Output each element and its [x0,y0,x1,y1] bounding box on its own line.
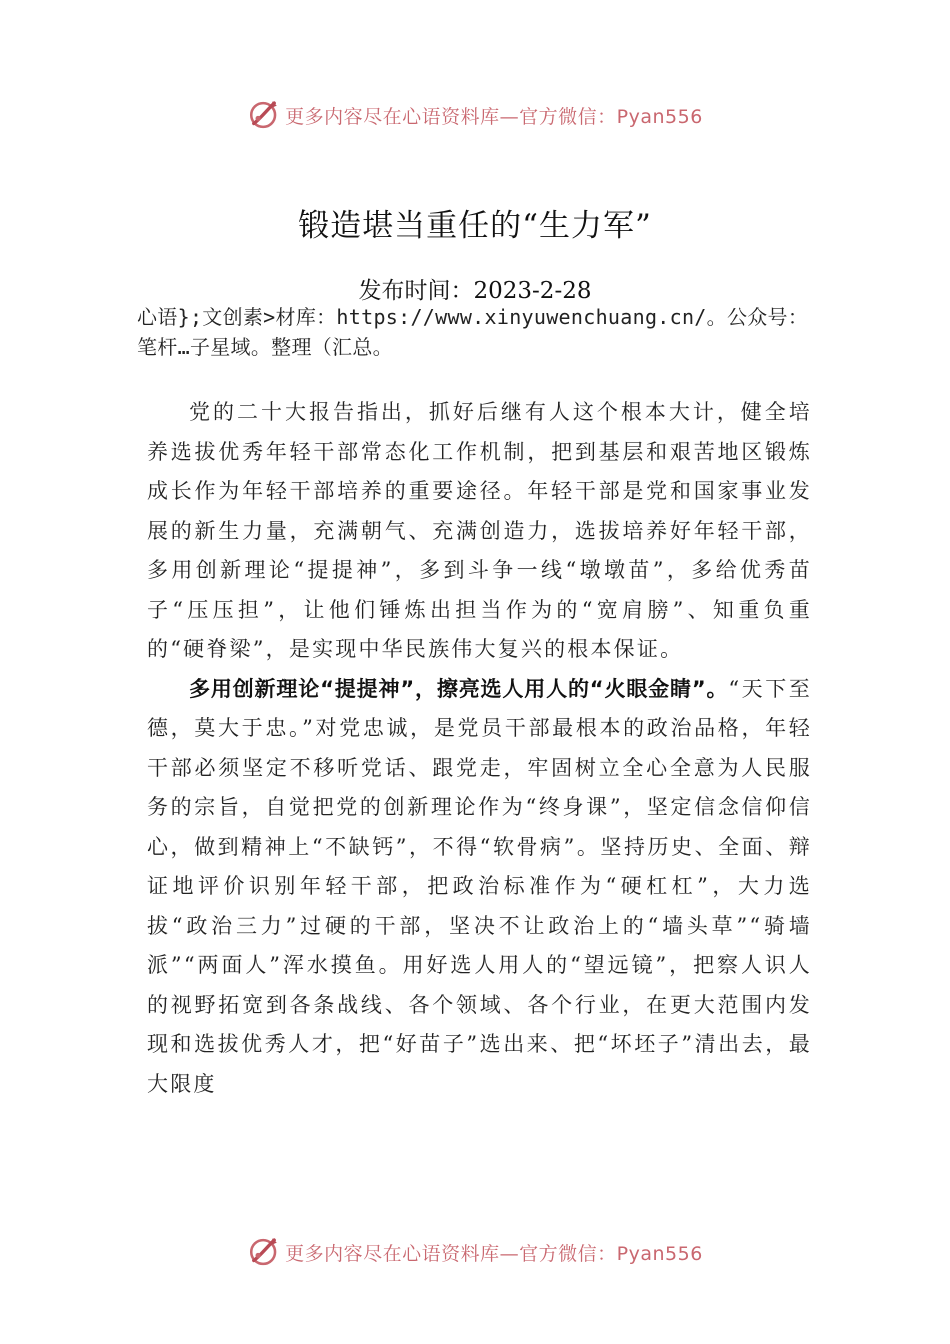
header-watermark-banner [0,95,950,135]
footer-watermark-text: 更多内容尽在心语资料库—官方微信：Pyan556 [285,1242,703,1265]
paragraph-lead-heading: 多用创新理论“提提神”，擦亮选人用人的“火眼金睛”。 [189,676,729,701]
article-title: 锻造堪当重任的“生力军” [298,208,652,244]
paragraph [147,670,812,1105]
publish-date-label: 发布时间： [358,278,474,304]
header-watermark-text: 更多内容尽在心语资料库—官方微信：Pyan556 [285,105,703,128]
article-body [147,393,812,1104]
paragraph: 党的二十大报告指出，抓好后继有人这个根本大计，健全培养选拔优秀年轻干部常态化工作机制，把到基层和艰苦地区锻炼成长作为年轻干部培养的重要途径。年轻干部是党和国家事业发展的新生力量，充满朝气、充满创造力，选拔培养好年轻干部，多用创新理论“提提神”，多到斗争一线“墩墩苗”，多给优秀苗子“压压担”，让他们锤炼出担当作为的“宽肩膀”、知重负重的“硬脊梁”，是实现中华民族伟大复兴的根本保证。 [147,400,812,661]
publish-date-value: 2023-2-28 [473,278,592,304]
paragraph-body: “天下至德，莫大于忠。”对党忠诚，是党员干部最根本的政治品格，年轻干部必须坚定不移听党话、跟党走，牢固树立全心全意为人民服务的宗旨，自觉把党的创新理论作为“终身课”，坚定信念信仰信心，做到精神上“不缺钙”，不得“软骨病”。坚持历史、全面、辩证地评价识别年轻干部，把政治标准作为“硬杠杠”，大力选拔“政治三力”过硬的干部，坚决不让政治上的“墙头草”“骑墙派”“两面人”浑水摸鱼。用好选人用人的“望远镜”，把察人识人的视野拓宽到各条战线、各个领域、各个行业，在更大范围内发现和选拔优秀人才，把“好苗子”选出来、把“坏坯子”清出去，最大限度 [147,676,812,1096]
pen-logo-icon [247,1235,281,1269]
source-note: 心语};文创素>材库：https://www.xinyuwenchuang.cn/。公众号：笔杆…子星域。整理（汇总。 [137,305,809,359]
publish-date [0,272,950,305]
pen-logo-icon [247,98,281,132]
footer-watermark-banner [0,1232,950,1272]
